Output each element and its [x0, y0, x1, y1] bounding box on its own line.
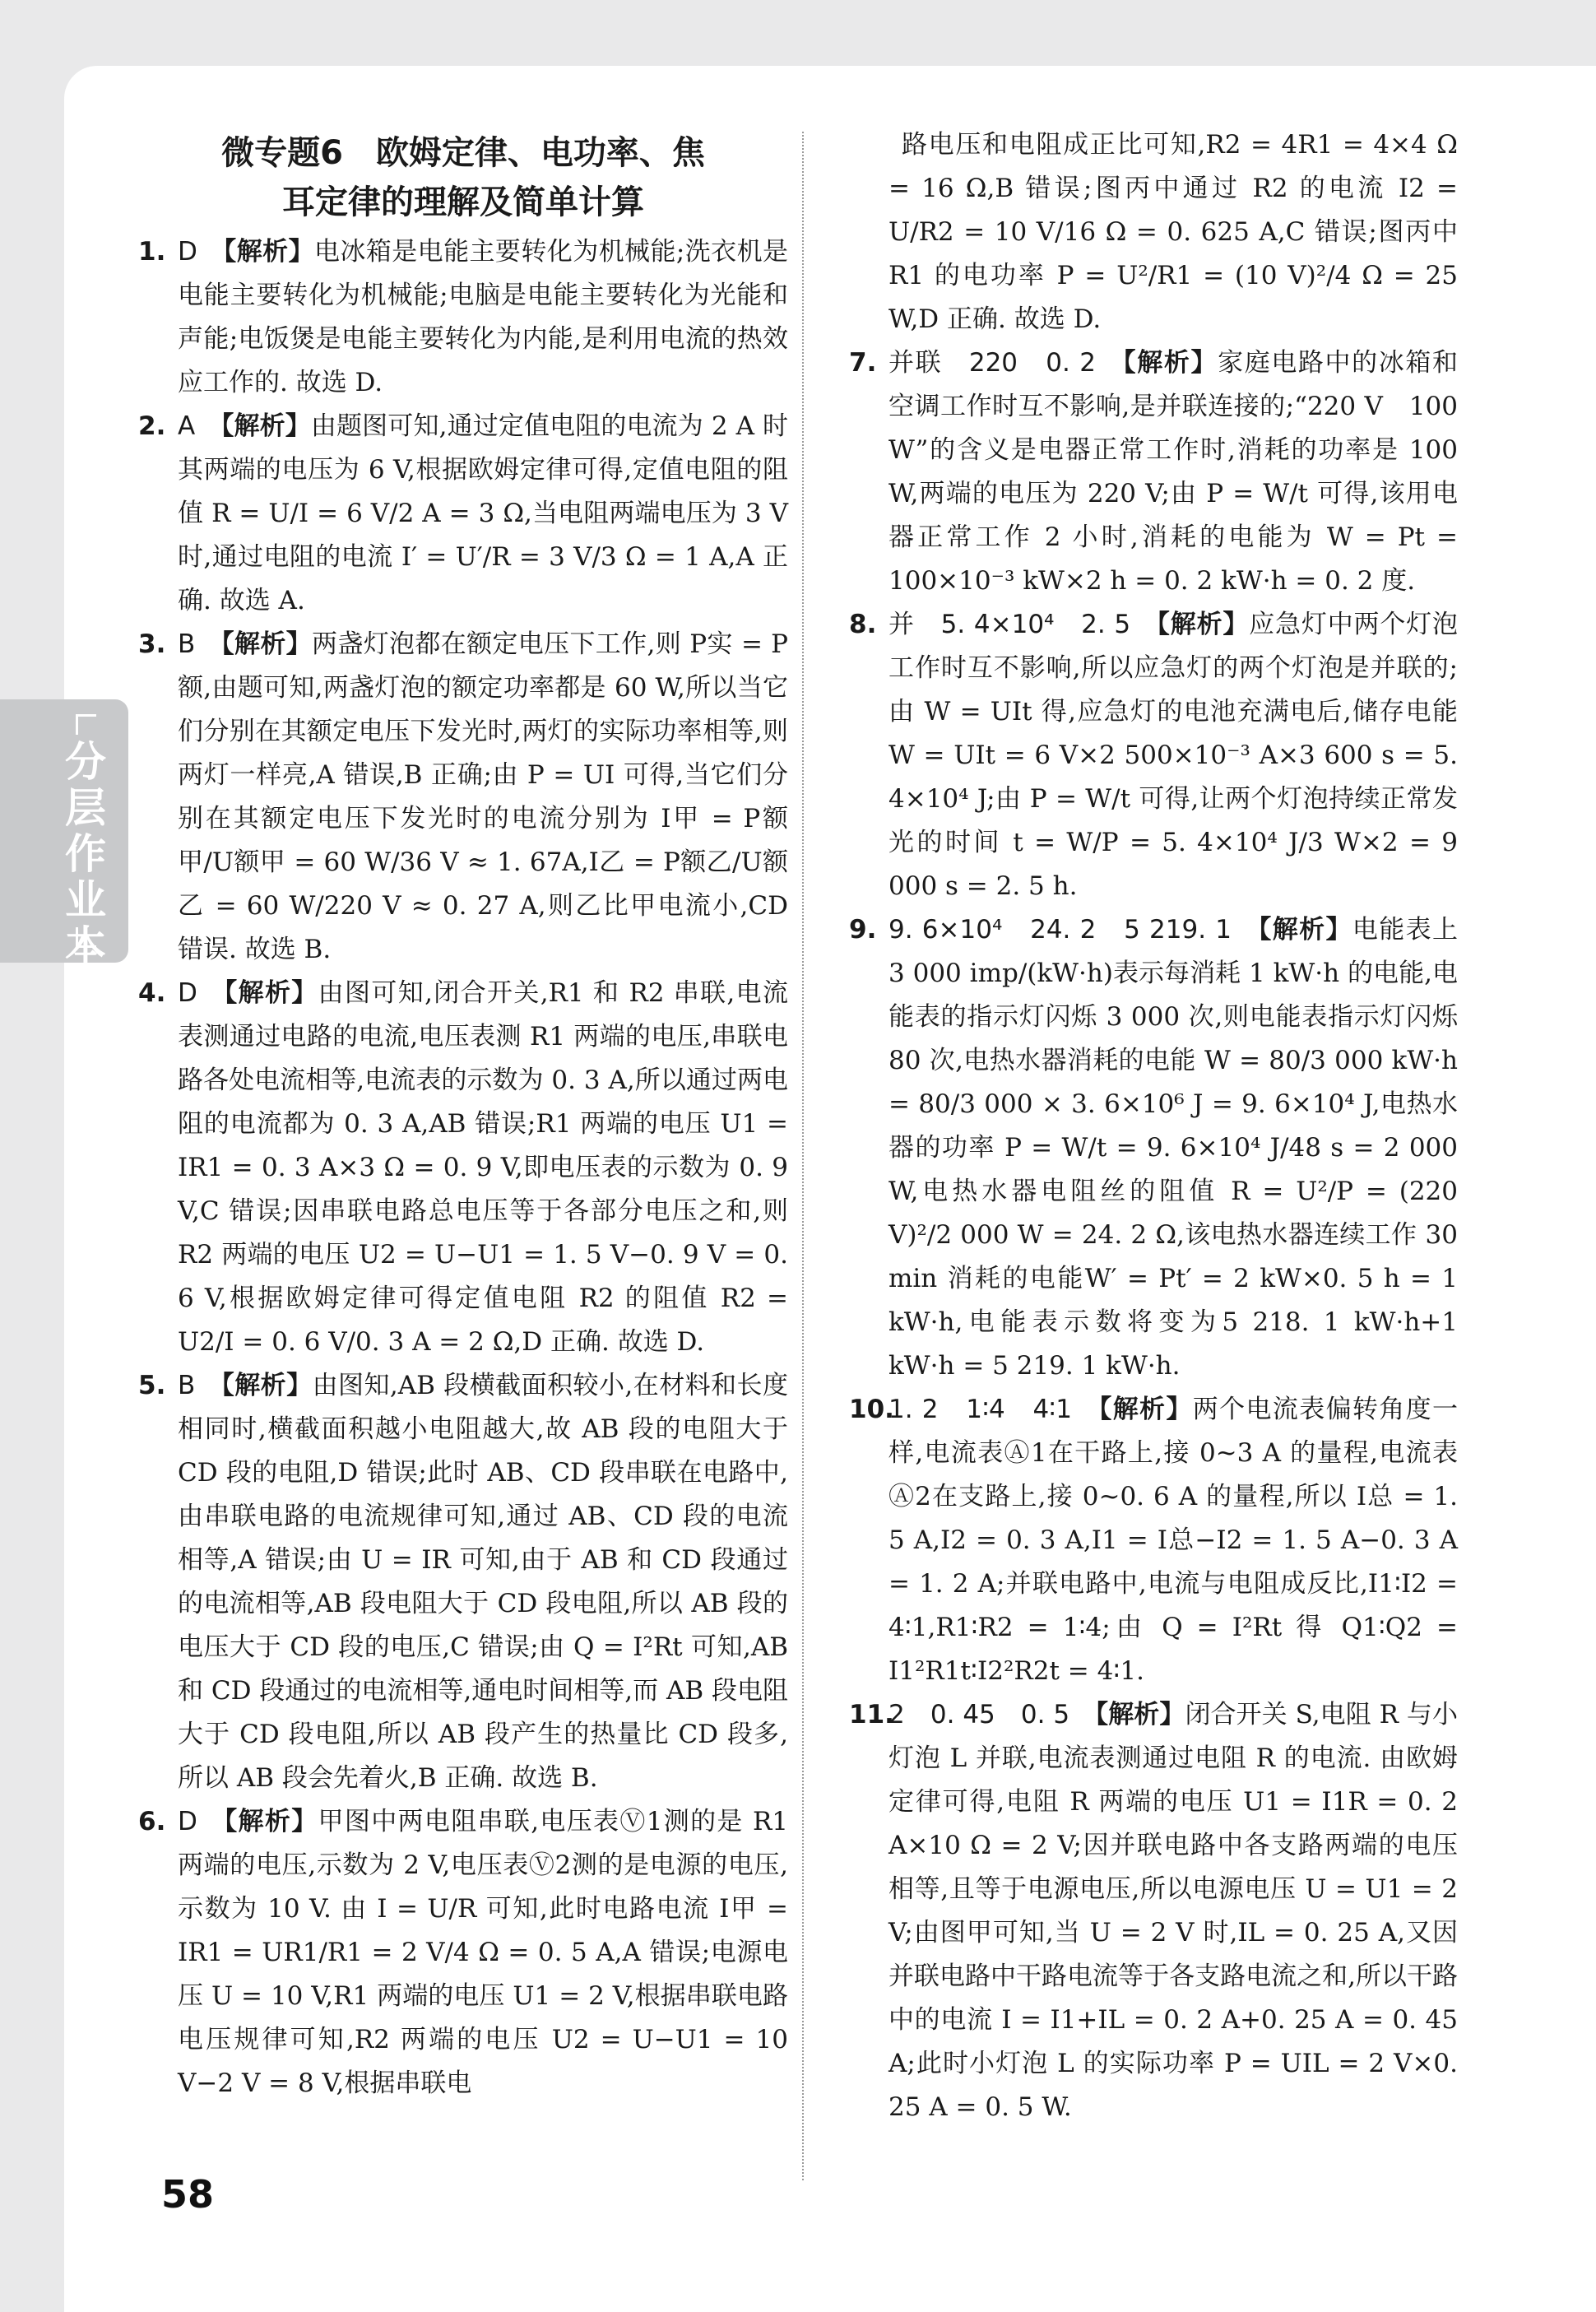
- item-explanation: 两个电流表偏转角度一样,电流表Ⓐ1在干路上,接 0~3 A 的量程,电流表Ⓐ2在支路上,接 0~0. 6 A 的量程,所以 I总 = 1. 5 A,I2 = 0. 3 A,I1 = I总−I2 = 1. 5 A−0. 3 A = 1. 2 A;并联电路中,电流与电阻成反比,I1∶I2 = 4∶1,R1∶R2 = 1∶4;由 Q = I²Rt 得 Q1∶Q2 = I1²R1t∶I2²R2t = 4∶1.: [888, 1395, 1459, 1686]
- item-number: 7.: [849, 348, 877, 378]
- item-explanation: 家庭电路中的冰箱和空调工作时互不影响,是并联连接的;“220 V 100 W”的含义是电器正常工作时,消耗的功率是 100 W,两端的电压为 220 V;由 P = W/t 可得,该用电器正常工作 2 小时,消耗的电能为 W = Pt = 100×10⁻³ kW×2 h = 0. 2 kW·h = 0. 2 度.: [888, 348, 1459, 596]
- item-content: [178, 230, 788, 405]
- answer-item: [849, 1388, 1458, 1693]
- item-number: 9.: [849, 915, 877, 945]
- item-answer: D: [178, 978, 197, 1008]
- item-answer: B: [178, 629, 196, 659]
- item-explanation: 由图知,AB 段横截面积较小,在材料和长度相同时,横截面积越小电阻越大,故 AB 段的电阻大于 CD 段的电阻,D 错误;此时 AB、CD 段串联在电路中,由串联电路的电流规律可知,通过 AB、CD 段的电流相等,A 错误;由 U = IR 可知,由于 AB 和 CD 段通过的电流相等,AB 段电阻大于 CD 段电阻,所以 AB 段的电压大于 CD 段的电压,C 错误;由 Q = I²Rt 可知,AB 和 CD 段通过的电流相等,通电时间相等,而 AB 段电阻大于 CD 段电阻,所以 AB 段产生的热量比 CD 段多,所以 AB 段会先着火,B 正确. 故选 B.: [178, 1371, 789, 1793]
- item-number: 8.: [849, 610, 877, 639]
- item-answer: 1. 2 1∶4 4∶1: [888, 1395, 1072, 1424]
- item-explanation: 由图可知,闭合开关,R1 和 R2 串联,电流表测通过电路的电流,电压表测 R1 两端的电压,串联电路各处电流相等,电流表的示数为 0. 3 A,所以通过两电阻的电流都为 0. 3 A,AB 错误;R1 两端的电压 U1 = IR1 = 0. 3 A×3 Ω = 0. 9 V,即电压表的示数为 0. 9 V,C 错误;因串联电路总电压等于各部分电压之和,则 R2 两端的电压 U2 = U−U1 = 1. 5 V−0. 9 V = 0. 6 V,根据欧姆定律可得定值电阻 R2 的阻值 R2 = U2/I = 0. 6 V/0. 3 A = 2 Ω,D 正确. 故选 D.: [178, 978, 788, 1357]
- item-content: [178, 405, 788, 623]
- analysis-tag: 【解析】: [1109, 348, 1218, 378]
- item-number: 2.: [138, 411, 166, 441]
- item-content: [888, 603, 1458, 908]
- item-answer: 9. 6×10⁴ 24. 2 5 219. 1: [888, 915, 1232, 945]
- item-content: [178, 1364, 788, 1800]
- right-answer-list: [849, 123, 1458, 2129]
- answer-item: [138, 230, 788, 405]
- title-line2: 耳定律的理解及简单计算: [282, 183, 644, 221]
- item-content: [888, 1693, 1458, 2129]
- item-content: [178, 972, 788, 1364]
- answer-item: [849, 908, 1458, 1388]
- item-number: 1.: [138, 237, 166, 267]
- item-number: 11.: [849, 1700, 894, 1729]
- analysis-tag: 【解析】: [208, 411, 311, 441]
- item-number: 10.: [849, 1395, 894, 1424]
- item-answer: A: [178, 411, 196, 441]
- answer-item: [849, 603, 1458, 908]
- item-content: [178, 623, 788, 972]
- answer-item: [849, 341, 1458, 603]
- item-explanation: 电冰箱是电能主要转化为机械能;洗衣机是电能主要转化为机械能;电脑是电能主要转化为光能和声能;电饭煲是电能主要转化为内能,是利用电流的热效应工作的. 故选 D.: [178, 237, 788, 397]
- side-tab-label-line1: 分层: [65, 738, 106, 832]
- analysis-tag: 【解析】: [1084, 1395, 1193, 1424]
- answer-item: [849, 123, 1458, 341]
- right-column: [849, 123, 1458, 2129]
- item-content: [178, 1800, 788, 2105]
- page-number: 58: [161, 2172, 215, 2217]
- side-tab-label-line2: 作业本: [65, 830, 106, 970]
- item-number: 3.: [138, 629, 166, 659]
- item-answer: D: [178, 1807, 197, 1836]
- analysis-tag: 【解析】: [208, 1371, 313, 1400]
- answer-item: [138, 972, 788, 1364]
- item-answer: 并联 220 0. 2: [888, 348, 1097, 378]
- analysis-tag: 【解析】: [1144, 610, 1250, 639]
- answer-item: [138, 1800, 788, 2105]
- item-number: 6.: [138, 1807, 166, 1836]
- answer-item: [138, 623, 788, 972]
- column-divider: [802, 132, 805, 2180]
- item-answer: B: [178, 1371, 196, 1400]
- item-answer: D: [178, 237, 197, 267]
- page-title: [138, 128, 788, 227]
- item-content: [888, 123, 1458, 341]
- analysis-tag: 【解析】: [1083, 1700, 1185, 1729]
- analysis-tag: 【解析】: [210, 1807, 318, 1836]
- left-column: [138, 123, 788, 2105]
- title-line1: 微专题6 欧姆定律、电功率、焦: [221, 134, 705, 172]
- left-answer-list: [138, 230, 788, 2105]
- answer-item: [138, 1364, 788, 1800]
- bracket-bottom-decoration: [76, 927, 96, 948]
- item-content: [888, 1388, 1458, 1693]
- side-tab: [0, 699, 128, 970]
- item-explanation: 甲图中两电阻串联,电压表Ⓥ1测的是 R1 两端的电压,示数为 2 V,电压表Ⓥ2测的是电源的电压,示数为 10 V. 由 I = U/R 可知,此时电路电流 I甲 = IR1 = UR1/R1 = 2 V/4 Ω = 0. 5 A,A 错误;电源电压 U = 10 V,R1 两端的电压 U1 = 2 V,根据串联电路电压规律可知,R2 两端的电压 U2 = U−U1 = 10 V−2 V = 8 V,根据串联电: [178, 1807, 789, 2098]
- bracket-top-decoration: [76, 714, 96, 735]
- item-explanation: 由题图可知,通过定值电阻的电流为 2 A 时其两端的电压为 6 V,根据欧姆定律可得,定值电阻的阻值 R = U/I = 6 V/2 A = 3 Ω,当电阻两端电压为 3 V 时,通过电阻的电流 I′ = U′/R = 3 V/3 Ω = 1 A,A 正确. 故选 A.: [178, 411, 789, 615]
- analysis-tag: 【解析】: [208, 629, 313, 659]
- item-explanation: 两盏灯泡都在额定电压下工作,则 P实 = P额,由题可知,两盏灯泡的额定功率都是 60 W,所以当它们分别在其额定电压下发光时,两灯的实际功率相等,则两灯一样亮,A 错误,B 正确;由 P = UI 可得,当它们分别在其额定电压下发光时的电流分别为 I甲 = P额甲/U额甲 = 60 W/36 V ≈ 1. 67A,I乙 = P额乙/U额乙 = 60 W/220 V ≈ 0. 27 A,则乙比甲电流小,CD 错误. 故选 B.: [178, 629, 789, 964]
- item-explanation: 路电压和电阻成正比可知,R2 = 4R1 = 4×4 Ω = 16 Ω,B 错误;图丙中通过 R2 的电流 I2 = U/R2 = 10 V/16 Ω = 0. 625 A,C 错误;图丙中 R1 的电功率 P = U²/R1 = (10 V)²/4 Ω = 25 W,D 正确. 故选 D.: [888, 130, 1458, 334]
- item-answer: 2 0. 45 0. 5: [888, 1700, 1070, 1729]
- item-explanation: 电能表上 3 000 imp/(kW·h)表示每消耗 1 kW·h 的电能,电能表的指示灯闪烁 3 000 次,则电能表指示灯闪烁 80 次,电热水器消耗的电能 W = 80/3 000 kW·h = 80/3 000 × 3. 6×10⁶ J = 9. 6×10⁴ J,电热水器的功率 P = W/t = 9. 6×10⁴ J/48 s = 2 000 W,电热水器电阻丝的阻值 R = U²/P = (220 V)²/2 000 W = 24. 2 Ω,该电热水器连续工作 30 min 消耗的电能W′ = Pt′ = 2 kW×0. 5 h = 1 kW·h,电能表示数将变为5 218. 1 kW·h+1 kW·h = 5 219. 1 kW·h.: [888, 915, 1459, 1381]
- item-explanation: 闭合开关 S,电阻 R 与小灯泡 L 并联,电流表测通过电阻 R 的电流. 由欧姆定律可得,电阻 R 两端的电压 U1 = I1R = 0. 2 A×10 Ω = 2 V;因并联电路中各支路两端的电压相等,且等于电源电压,所以电源电压 U = U1 = 2 V;由图甲可知,当 U = 2 V 时,IL = 0. 25 A,又因并联电路中干路电流等于各支路电流之和,所以干路中的电流 I = I1+IL = 0. 2 A+0. 25 A = 0. 45 A;此时小灯泡 L 的实际功率 P = UIL = 2 V×0. 25 A = 0. 5 W.: [888, 1700, 1458, 2122]
- answer-item: [849, 1693, 1458, 2129]
- answer-item: [138, 405, 788, 623]
- item-content: [888, 341, 1458, 603]
- item-content: [888, 908, 1458, 1388]
- item-answer: 并 5. 4×10⁴ 2. 5: [888, 610, 1131, 639]
- analysis-tag: 【解析】: [210, 978, 318, 1008]
- item-number: 4.: [138, 978, 166, 1008]
- item-number: 5.: [138, 1371, 166, 1400]
- analysis-tag: 【解析】: [210, 237, 314, 267]
- analysis-tag: 【解析】: [1245, 915, 1352, 945]
- item-explanation: 应急灯中两个灯泡工作时互不影响,所以应急灯的两个灯泡是并联的;由 W = UIt 得,应急灯的电池充满电后,储存电能 W = UIt = 6 V×2 500×10⁻³ A×3 600 s = 5. 4×10⁴ J;由 P = W/t 可得,让两个灯泡持续正常发光的时间 t = W/P = 5. 4×10⁴ J/3 W×2 = 9 000 s = 2. 5 h.: [888, 610, 1459, 901]
